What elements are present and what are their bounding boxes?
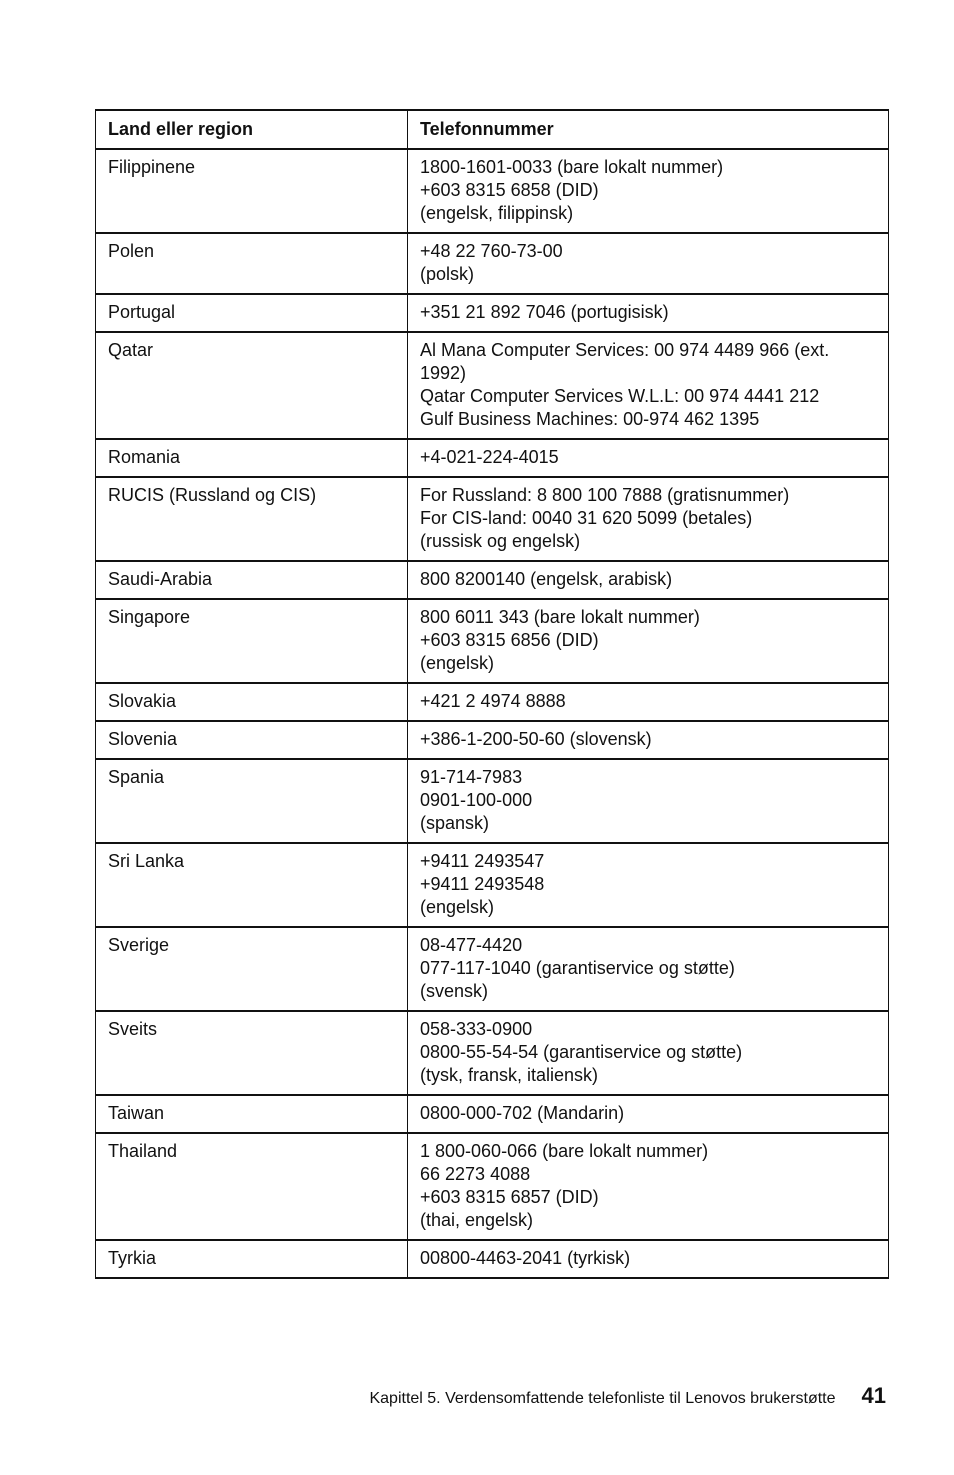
phone-line: Qatar Computer Services W.L.L: 00 974 4441 212 <box>420 386 820 406</box>
phone-line: (engelsk) <box>420 653 495 673</box>
country-cell: Slovakia <box>96 683 408 721</box>
phone-line: 08-477-4420 <box>420 935 523 955</box>
phone-line: +603 8315 6858 (DID) <box>420 180 599 200</box>
phone-cell <box>408 599 889 683</box>
country-cell: Polen <box>96 233 408 294</box>
header-phone: Telefonnummer <box>408 110 889 149</box>
phone-line: (polsk) <box>420 264 475 284</box>
page-number: 41 <box>861 1383 886 1408</box>
phone-line: 058-333-0900 <box>420 1019 533 1039</box>
phone-line: +351 21 892 7046 (portugisisk) <box>420 302 669 322</box>
table-row <box>96 439 889 477</box>
phone-line: 0901-100-000 <box>420 790 533 810</box>
phone-line: (tysk, fransk, italiensk) <box>420 1065 599 1085</box>
table-row <box>96 149 889 233</box>
phone-cell <box>408 759 889 843</box>
phone-line: +48 22 760-73-00 <box>420 241 563 261</box>
country-cell: Romania <box>96 439 408 477</box>
table-row <box>96 561 889 599</box>
phone-cell <box>408 233 889 294</box>
phone-line: Al Mana Computer Services: 00 974 4489 966 (ext. 1992) <box>420 340 830 383</box>
phone-cell <box>408 721 889 759</box>
phone-cell <box>408 683 889 721</box>
table-row <box>96 1133 889 1240</box>
phone-table <box>95 109 889 1279</box>
phone-line: +603 8315 6857 (DID) <box>420 1187 599 1207</box>
phone-line: +603 8315 6856 (DID) <box>420 630 599 650</box>
phone-line: 0800-000-702 (Mandarin) <box>420 1103 625 1123</box>
header-row <box>96 110 889 149</box>
phone-line: 00800-4463-2041 (tyrkisk) <box>420 1248 631 1268</box>
phone-line: (spansk) <box>420 813 490 833</box>
country-cell: Sverige <box>96 927 408 1011</box>
phone-cell <box>408 1240 889 1278</box>
phone-line: 077-117-1040 (garantiservice og støtte) <box>420 958 735 978</box>
phone-cell <box>408 1011 889 1095</box>
phone-line: For Russland: 8 800 100 7888 (gratisnummer) <box>420 485 790 505</box>
phone-line: 1800-1601-0033 (bare lokalt nummer) <box>420 157 724 177</box>
phone-line: (russisk og engelsk) <box>420 531 581 551</box>
table-row <box>96 759 889 843</box>
country-cell: Slovenia <box>96 721 408 759</box>
country-cell: Thailand <box>96 1133 408 1240</box>
page-footer <box>369 1383 886 1409</box>
country-cell: Tyrkia <box>96 1240 408 1278</box>
table-row <box>96 1011 889 1095</box>
phone-line: (thai, engelsk) <box>420 1210 534 1230</box>
phone-line: 1 800-060-066 (bare lokalt nummer) <box>420 1141 709 1161</box>
phone-cell <box>408 332 889 439</box>
table-row <box>96 477 889 561</box>
country-cell: Portugal <box>96 294 408 332</box>
phone-line: +4-021-224-4015 <box>420 447 559 467</box>
phone-line: (svensk) <box>420 981 489 1001</box>
phone-cell <box>408 294 889 332</box>
chapter-title: Kapittel 5. Verdensomfattende telefonliste til Lenovos brukerstøtte <box>369 1390 836 1407</box>
phone-line: 91-714-7983 <box>420 767 523 787</box>
phone-line: (engelsk, filippinsk) <box>420 203 574 223</box>
table-row <box>96 332 889 439</box>
table-row <box>96 721 889 759</box>
phone-line: (engelsk) <box>420 897 495 917</box>
phone-line: +421 2 4974 8888 <box>420 691 566 711</box>
phone-line: For CIS-land: 0040 31 620 5099 (betales) <box>420 508 753 528</box>
table-row <box>96 927 889 1011</box>
table-row <box>96 1095 889 1133</box>
country-cell: Spania <box>96 759 408 843</box>
country-cell: RUCIS (Russland og CIS) <box>96 477 408 561</box>
phone-cell <box>408 1095 889 1133</box>
phone-line: 800 6011 343 (bare lokalt nummer) <box>420 607 700 627</box>
table-row <box>96 599 889 683</box>
phone-line: +9411 2493547 <box>420 851 545 871</box>
table-row <box>96 1240 889 1278</box>
country-cell: Saudi-Arabia <box>96 561 408 599</box>
table-row <box>96 843 889 927</box>
header-country: Land eller region <box>96 110 408 149</box>
country-cell: Filippinene <box>96 149 408 233</box>
country-cell: Sri Lanka <box>96 843 408 927</box>
phone-cell <box>408 477 889 561</box>
country-cell: Sveits <box>96 1011 408 1095</box>
phone-line: +386-1-200-50-60 (slovensk) <box>420 729 652 749</box>
phone-cell <box>408 561 889 599</box>
phone-cell <box>408 439 889 477</box>
country-cell: Qatar <box>96 332 408 439</box>
phone-cell <box>408 927 889 1011</box>
phone-line: +9411 2493548 <box>420 874 545 894</box>
table-row <box>96 233 889 294</box>
table-row <box>96 683 889 721</box>
phone-line: 0800-55-54-54 (garantiservice og støtte) <box>420 1042 743 1062</box>
table-body <box>96 149 889 1278</box>
phone-line: 66 2273 4088 <box>420 1164 531 1184</box>
table-row <box>96 294 889 332</box>
country-cell: Singapore <box>96 599 408 683</box>
phone-cell <box>408 1133 889 1240</box>
phone-cell <box>408 843 889 927</box>
phone-line: 800 8200140 (engelsk, arabisk) <box>420 569 673 589</box>
phone-cell <box>408 149 889 233</box>
table-header <box>96 110 889 149</box>
country-cell: Taiwan <box>96 1095 408 1133</box>
phone-line: Gulf Business Machines: 00-974 462 1395 <box>420 409 760 429</box>
